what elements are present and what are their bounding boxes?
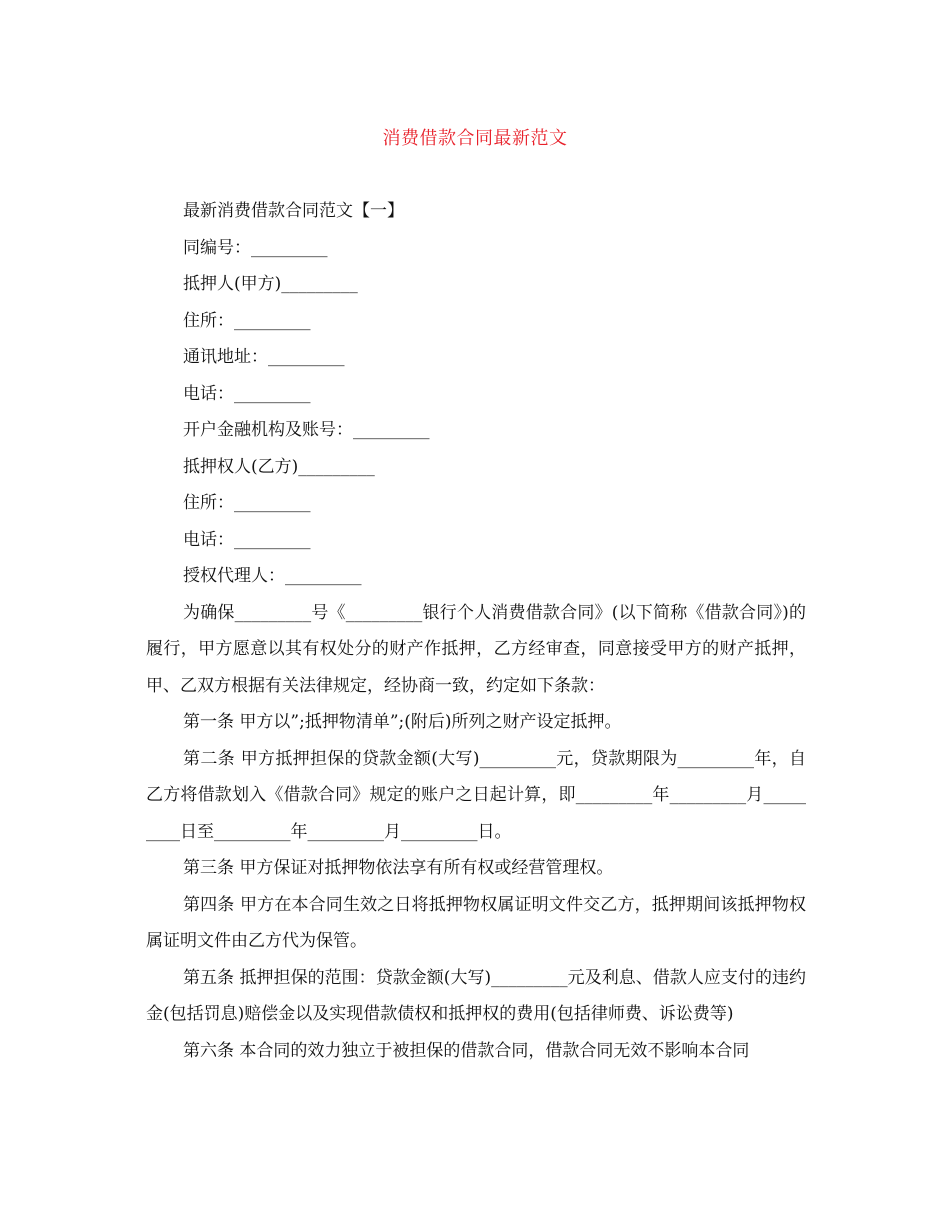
article-2: 第二条 甲方抵押担保的贷款金额(大写)_________元，贷款期限为_________年，自乙方将借款划入《借款合同》规定的账户之日起计算，即_________年_________月_________日至_________年_________月_________日。 xyxy=(146,748,806,842)
mortgagee-phone-field: 电话：_________ xyxy=(183,529,311,550)
mortgagee-address-field: 住所：_________ xyxy=(183,493,311,513)
document-body xyxy=(146,193,806,1069)
bank-account-field: 开户金融机构及账号：_________ xyxy=(183,420,430,440)
authorized-agent-field: 授权代理人：_________ xyxy=(183,566,362,586)
mortgagee-field: 抵押权人(乙方)_________ xyxy=(183,456,375,477)
mortgagor-phone-field: 电话：_________ xyxy=(183,383,311,404)
contract-number-field: 同编号：_________ xyxy=(183,237,328,258)
article-3: 第三条 甲方保证对抵押物依法享有所有权或经营管理权。 xyxy=(183,858,614,878)
document-title: 消费借款合同最新范文 xyxy=(382,128,568,149)
preamble-paragraph: 为确保_________号《_________银行个人消费借款合同》(以下简称《借款合同》)的履行，甲方愿意以其有权处分的财产作抵押，乙方经审查，同意接受甲方的财产抵押，甲、乙双方根据有关法律规定，经协商一致，约定如下条款： xyxy=(146,602,806,696)
mailing-address-field: 通讯地址：_________ xyxy=(183,347,345,367)
section-heading: 最新消费借款合同范文【一】 xyxy=(183,201,404,221)
article-6: 第六条 本合同的效力独立于被担保的借款合同，借款合同无效不影响本合同 xyxy=(183,1040,750,1061)
mortgagor-address-field: 住所：_________ xyxy=(183,310,311,331)
mortgagor-field: 抵押人(甲方)_________ xyxy=(183,274,358,294)
article-5: 第五条 抵押担保的范围：贷款金额(大写)_________元及利息、借款人应支付的违约金(包括罚息)赔偿金以及实现借款债权和抵押权的费用(包括律师费、诉讼费等) xyxy=(146,967,806,1024)
article-1: 第一条 甲方以”;抵押物清单”;(附后)所列之财产设定抵押。 xyxy=(183,712,622,732)
article-4: 第四条 甲方在本合同生效之日将抵押物权属证明文件交乙方，抵押期间该抵押物权属证明文件由乙方代为保管。 xyxy=(146,894,806,951)
